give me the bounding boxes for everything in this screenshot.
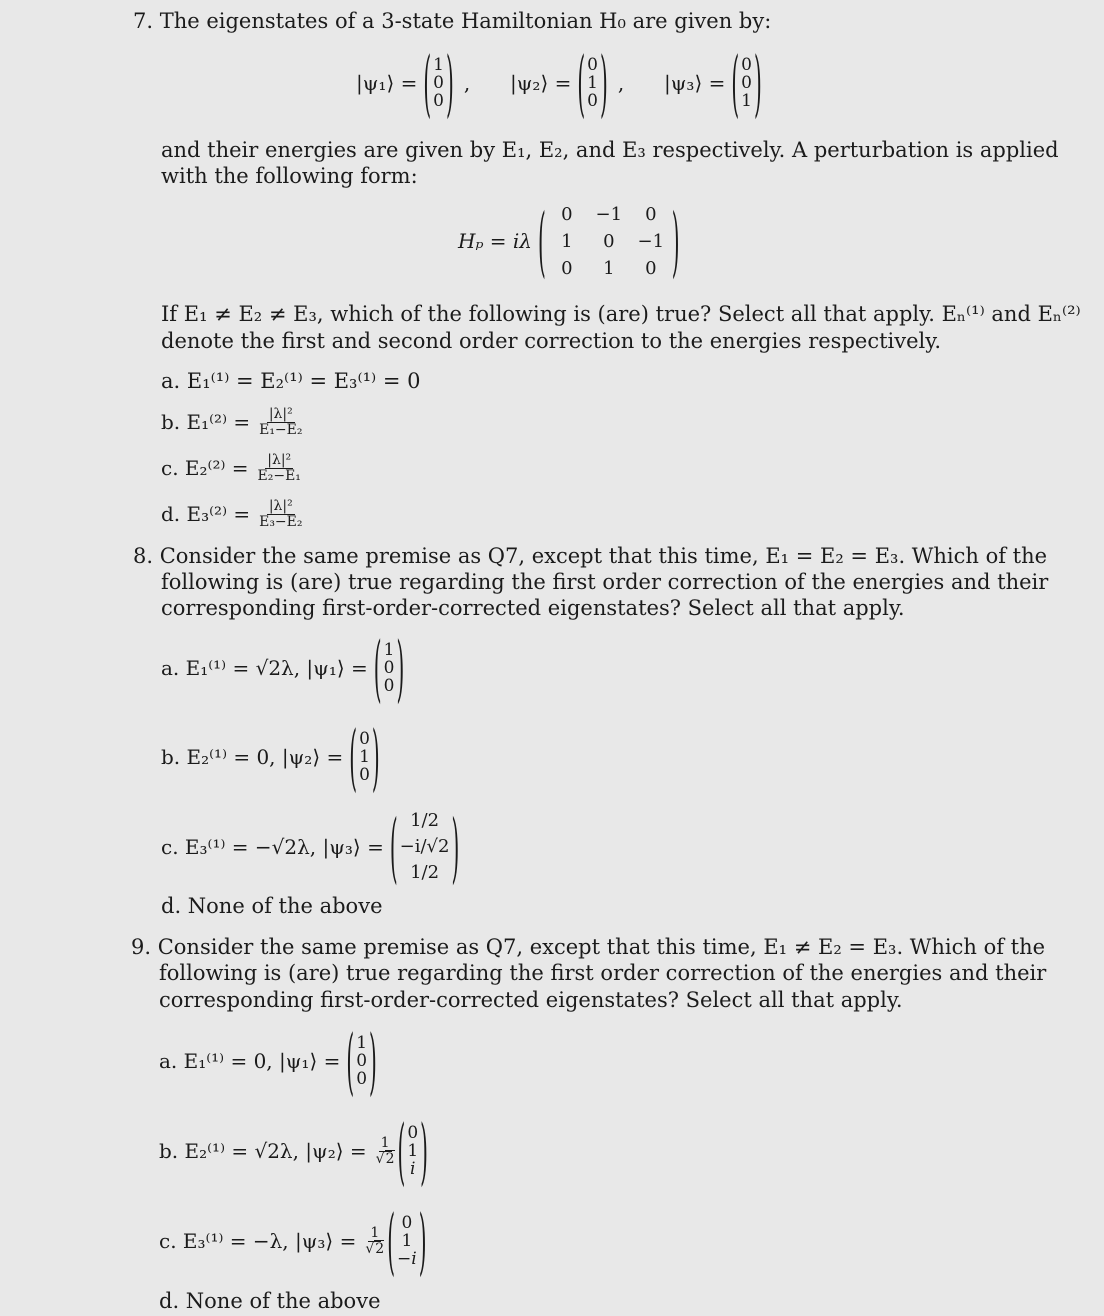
q8-option-d: d. None of the above — [161, 894, 383, 918]
q7-energies-line-1: and their energies are given by E₁, E₂, and E₃ respectively. A perturbation is applied — [161, 138, 1059, 162]
q8-line-3: corresponding first-order-corrected eigenstates? Select all that apply. — [161, 596, 905, 620]
q9-line-3: corresponding first-order-corrected eigenstates? Select all that apply. — [159, 988, 903, 1012]
q7-psi1: |ψ₁⟩ = ( 1 0 0 ) , — [356, 39, 471, 127]
q9-option-a: a. E₁⁽¹⁾ = 0, |ψ₁⟩ = ( 1 0 0 ) — [159, 1017, 377, 1105]
q9-line-2: following is (are) true regarding the first order correction of the energies and their — [159, 961, 1047, 985]
q9-option-b-normalization: $\frac{1}{√2}$ — [375, 1134, 395, 1167]
hp-label: Hₚ = iλ — [458, 229, 532, 253]
q7-option-b: b. E₁⁽²⁾ = $\frac{\text{|λ|²}}{\text{E₁−E₂}}$ — [161, 405, 303, 438]
q7-intro: 7. The eigenstates of a 3-state Hamiltonian H₀ are given by: — [133, 9, 772, 33]
q8-option-c-vector: 1/2 −i/√2 1/2 — [399, 810, 450, 883]
q7-option-d-fraction: $\frac{\text{|λ|²}}{\text{E₃−E₂}}$ — [259, 497, 303, 530]
q7-psi2: |ψ₂⟩ = ( 0 1 0 ) , — [510, 39, 625, 127]
q8-option-b: b. E₂⁽¹⁾ = 0, |ψ₂⟩ = ( 0 1 0 ) — [161, 713, 380, 801]
q9-option-b-vector: 0 1 i — [407, 1123, 419, 1179]
q7-option-b-fraction: $\frac{\text{|λ|²}}{\text{E₁−E₂}}$ — [259, 405, 303, 438]
q7-psi3: |ψ₃⟩ = ( 0 0 1 ) — [664, 39, 762, 127]
psi2-label: |ψ₂⟩ = — [510, 71, 572, 95]
psi3-label: |ψ₃⟩ = — [664, 71, 726, 95]
q7-energies-line-2: with the following form: — [161, 164, 418, 188]
q8-option-a: a. E₁⁽¹⁾ = √2λ, |ψ₁⟩ = ( 1 0 0 ) — [161, 624, 405, 712]
perturbation-hamiltonian: Hₚ = iλ ( 0 −1 0 1 0 −1 0 1 0 ) — [458, 195, 680, 287]
q7-question-line-1: If E₁ ≠ E₂ ≠ E₃, which of the following is (are) true? Select all that apply. Eₙ⁽¹⁾ and Eₙ⁽²⁾ — [161, 302, 1081, 326]
q9-line-1: 9. Consider the same premise as Q7, except that this time, E₁ ≠ E₂ = E₃. Which of the — [131, 935, 1046, 959]
psi1-vector: 1 0 0 — [433, 55, 444, 111]
q8-line-2: following is (are) true regarding the first order correction of the energies and their — [161, 570, 1049, 594]
q8-option-b-vector: 0 1 0 — [359, 729, 370, 785]
q9-option-b: b. E₂⁽¹⁾ = √2λ, |ψ₂⟩ = $\frac{1}{√2}$ ( 0 1 i ) — [159, 1107, 428, 1195]
q9-option-a-vector: 1 0 0 — [356, 1033, 368, 1089]
psi2-vector: 0 1 0 — [587, 55, 598, 111]
q8-option-a-vector: 1 0 0 — [383, 640, 395, 696]
q7-option-c-fraction: $\frac{\text{|λ|²}}{\text{E₂−E₁}}$ — [257, 451, 301, 484]
hp-matrix: 0 −1 0 1 0 −1 0 1 0 — [561, 203, 665, 279]
q8-line-1: 8. Consider the same premise as Q7, except that this time, E₁ = E₂ = E₃. Which of the — [133, 544, 1048, 568]
q7-question-line-2: denote the first and second order correction to the energies respectively. — [161, 329, 942, 353]
q8-option-c: c. E₃⁽¹⁾ = −√2λ, |ψ₃⟩ = ( 1/2 −i/√2 1/2 ) — [161, 801, 460, 893]
q9-option-c-normalization: $\frac{1}{√2}$ — [365, 1224, 385, 1257]
psi1-label: |ψ₁⟩ = — [356, 71, 418, 95]
q7-option-d: d. E₃⁽²⁾ = $\frac{\text{|λ|²}}{\text{E₃−E₂}}$ — [161, 497, 303, 530]
q9-option-c-vector: 0 1 −i — [397, 1213, 417, 1269]
q9-option-c: c. E₃⁽¹⁾ = −λ, |ψ₃⟩ = $\frac{1}{√2}$ ( 0 1 −i ) — [159, 1197, 427, 1285]
q7-option-a: a. E₁⁽¹⁾ = E₂⁽¹⁾ = E₃⁽¹⁾ = 0 — [161, 369, 421, 393]
q7-option-c: c. E₂⁽²⁾ = $\frac{\text{|λ|²}}{\text{E₂−E₁}}$ — [161, 451, 301, 484]
q9-option-d: d. None of the above — [159, 1289, 381, 1313]
psi3-vector: 0 0 1 — [741, 55, 752, 111]
